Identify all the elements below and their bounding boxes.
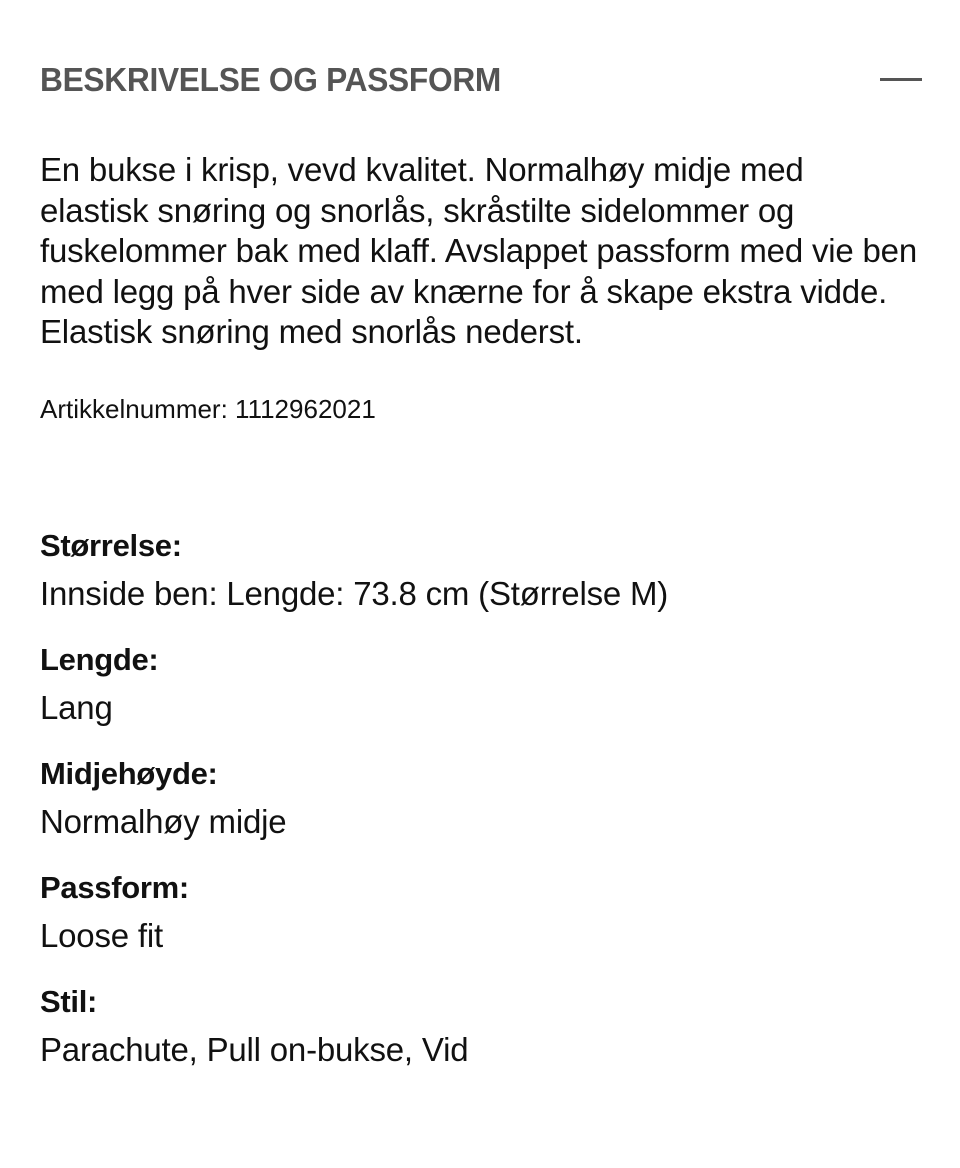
spec-label: Lengde: — [40, 642, 159, 677]
spec-length — [40, 640, 920, 730]
spec-label: Stil: — [40, 984, 98, 1019]
spec-value: Innside ben: Lengde: 73.8 cm (Størrelse M) — [40, 575, 669, 612]
spec-style — [40, 982, 920, 1072]
product-description: En bukse i krisp, vevd kvalitet. Normalhøy midje med elastisk snøring og snorlås, skråstilte sidelommer og fuskelommer bak med klaff. Avslappet passform med vie ben med legg på hver side av knærne for å skape ekstra vidde. Elastisk snøring med snorlås nederst. — [40, 151, 917, 350]
article-number: Artikkelnummer: 1112962021 — [40, 394, 376, 424]
spec-size — [40, 526, 920, 616]
spec-value: Loose fit — [40, 917, 163, 954]
spec-value: Lang — [40, 689, 113, 726]
spec-label: Midjehøyde: — [40, 756, 218, 791]
minus-icon[interactable] — [880, 58, 922, 102]
spec-label: Passform: — [40, 870, 189, 905]
spec-fit — [40, 868, 920, 958]
minus-icon-bar — [880, 78, 922, 81]
accordion-title: BESKRIVELSE OG PASSFORM — [40, 61, 502, 98]
spec-value: Parachute, Pull on-bukse, Vid — [40, 1031, 469, 1068]
spec-waist-height — [40, 754, 920, 844]
accordion-header-description-fit[interactable] — [40, 58, 920, 102]
spec-label: Størrelse: — [40, 528, 182, 563]
spec-value: Normalhøy midje — [40, 803, 287, 840]
product-specs — [40, 526, 920, 1096]
